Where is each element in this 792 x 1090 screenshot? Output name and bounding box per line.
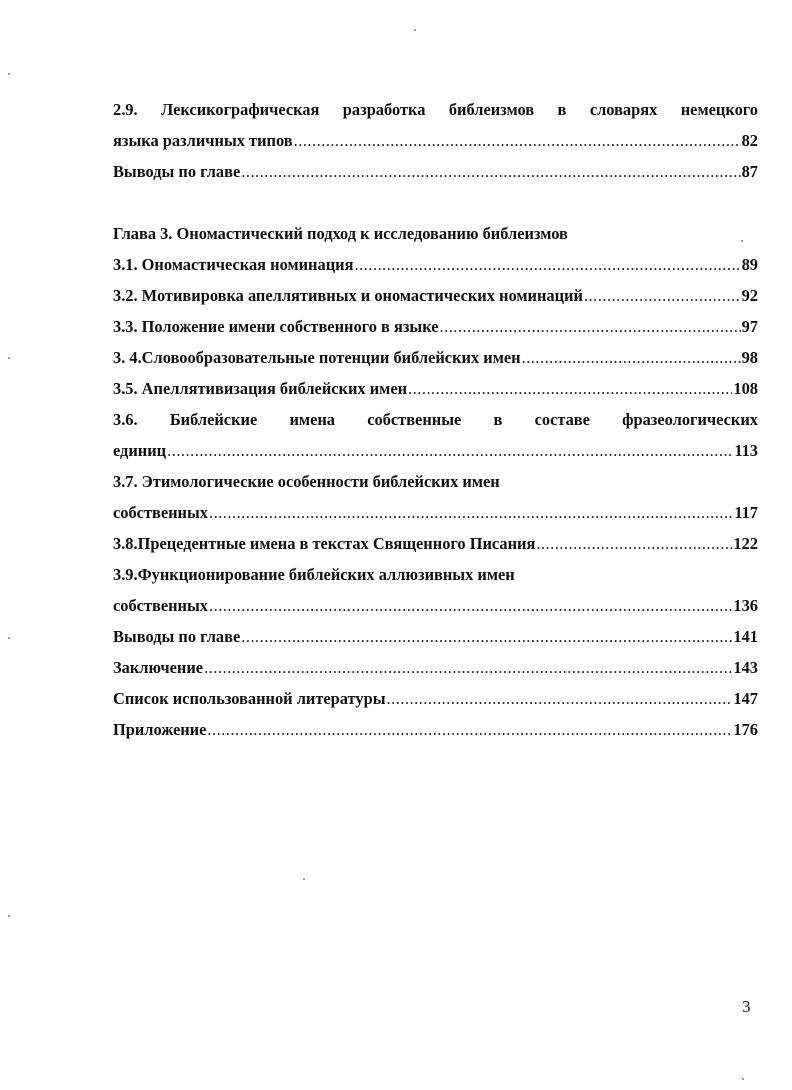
toc-entry-title: 3. 4.Словообразовательные потенции библейских имен bbox=[113, 348, 521, 367]
toc-entry-title: 3.9.Функционирование библейских аллюзивных имен bbox=[113, 565, 515, 584]
toc-entry-2-9-heading bbox=[113, 94, 758, 125]
toc-entry-title: Выводы по главе bbox=[113, 627, 241, 646]
toc-entry-title: 3.1. Ономастическая номинация bbox=[113, 255, 354, 274]
toc-entry-page: 82 bbox=[741, 131, 758, 150]
toc-entry-3-9 bbox=[113, 590, 758, 621]
toc-entry-title: 3.7. Этимологические особенности библейских имен bbox=[113, 472, 500, 491]
toc-entry-page: 143 bbox=[733, 658, 758, 677]
scan-speck bbox=[8, 915, 10, 917]
toc-entry-title: Приложение bbox=[113, 720, 207, 739]
toc-entry-3-6 bbox=[113, 435, 758, 466]
toc-entry-3-2 bbox=[113, 280, 758, 311]
scan-speck bbox=[8, 357, 10, 359]
toc-entry-title: собственных bbox=[113, 503, 208, 522]
toc-leader-dots bbox=[536, 528, 732, 559]
toc-entry-title: собственных bbox=[113, 596, 208, 615]
toc-entry-page: 147 bbox=[733, 689, 758, 708]
toc-entry-3-8 bbox=[113, 528, 758, 559]
toc-leader-dots bbox=[387, 683, 733, 714]
toc-entry-page: 108 bbox=[733, 379, 758, 398]
toc-leader-dots bbox=[354, 249, 740, 280]
toc-entry-title: 3.2. Мотивировка апеллятивных и ономастических номинаций bbox=[113, 286, 583, 305]
toc-entry-title: 3.5. Апеллятивизация библейских имен bbox=[113, 379, 408, 398]
toc-entry-3-6-heading bbox=[113, 404, 758, 435]
toc-entry-title: Глава 3. Ономастический подход к исследованию библеизмов bbox=[113, 224, 568, 243]
toc-leader-dots bbox=[294, 125, 741, 156]
toc-entry-title: языка различных типов bbox=[113, 131, 293, 150]
toc-leader-dots bbox=[204, 652, 732, 683]
toc-entry-3-3 bbox=[113, 311, 758, 342]
toc-entry-3-9-heading bbox=[113, 559, 758, 590]
toc-entry-3-7 bbox=[113, 497, 758, 528]
toc-entry-page: 87 bbox=[741, 162, 758, 181]
page-number: 3 bbox=[742, 997, 751, 1016]
toc-entry-page: 98 bbox=[741, 348, 758, 367]
scan-speck bbox=[741, 240, 743, 242]
toc-entry-title: единиц bbox=[113, 441, 167, 460]
toc-entry-page: 113 bbox=[734, 441, 758, 460]
toc-entry-appendix bbox=[113, 714, 758, 745]
toc-entry-page: 117 bbox=[734, 503, 758, 522]
toc-entry-3-7-heading bbox=[113, 466, 758, 497]
scan-speck bbox=[8, 73, 10, 75]
toc-leader-dots bbox=[408, 373, 732, 404]
toc-entry-2-9 bbox=[113, 125, 758, 156]
toc-entry-3-5 bbox=[113, 373, 758, 404]
toc-leader-dots bbox=[209, 497, 733, 528]
scan-speck bbox=[303, 878, 305, 880]
toc-entry-page: 92 bbox=[741, 286, 758, 305]
toc-entry-page: 97 bbox=[741, 317, 758, 336]
toc-leader-dots bbox=[207, 714, 732, 745]
scan-speck bbox=[742, 1078, 744, 1080]
toc-leader-dots bbox=[241, 621, 732, 652]
toc-entry-conclusions-ch3 bbox=[113, 621, 758, 652]
toc-entry-title: Выводы по главе bbox=[113, 162, 241, 181]
table-of-contents bbox=[113, 94, 758, 745]
toc-chapter-3-heading bbox=[113, 218, 758, 249]
toc-entry-conclusions-ch2 bbox=[113, 156, 758, 187]
toc-entry-conclusion bbox=[113, 652, 758, 683]
toc-entry-title: Заключение bbox=[113, 658, 204, 677]
toc-entry-page: 89 bbox=[741, 255, 758, 274]
toc-entry-bibliography bbox=[113, 683, 758, 714]
toc-leader-dots bbox=[241, 156, 740, 187]
toc-entry-title: 3.3. Положение имени собственного в языке bbox=[113, 317, 439, 336]
toc-leader-dots bbox=[522, 342, 741, 373]
toc-leader-dots bbox=[584, 280, 741, 311]
toc-entry-page: 122 bbox=[733, 534, 758, 553]
toc-entry-title: 2.9. Лексикографическая разработка библеизмов в словарях немецкого bbox=[113, 100, 758, 119]
scan-speck bbox=[8, 637, 10, 639]
toc-leader-dots bbox=[209, 590, 732, 621]
toc-entry-title: 3.6. Библейские имена собственные в составе фразеологических bbox=[113, 410, 758, 429]
toc-entry-page: 136 bbox=[733, 596, 758, 615]
toc-leader-dots bbox=[440, 311, 741, 342]
toc-entry-3-1 bbox=[113, 249, 758, 280]
toc-entry-page: 141 bbox=[733, 627, 758, 646]
toc-entry-3-4 bbox=[113, 342, 758, 373]
toc-leader-dots bbox=[167, 435, 733, 466]
toc-entry-title: Список использованной литературы bbox=[113, 689, 386, 708]
toc-entry-page: 176 bbox=[733, 720, 758, 739]
toc-entry-title: 3.8.Прецедентные имена в текстах Священного Писания bbox=[113, 534, 536, 553]
scan-speck bbox=[414, 29, 416, 31]
